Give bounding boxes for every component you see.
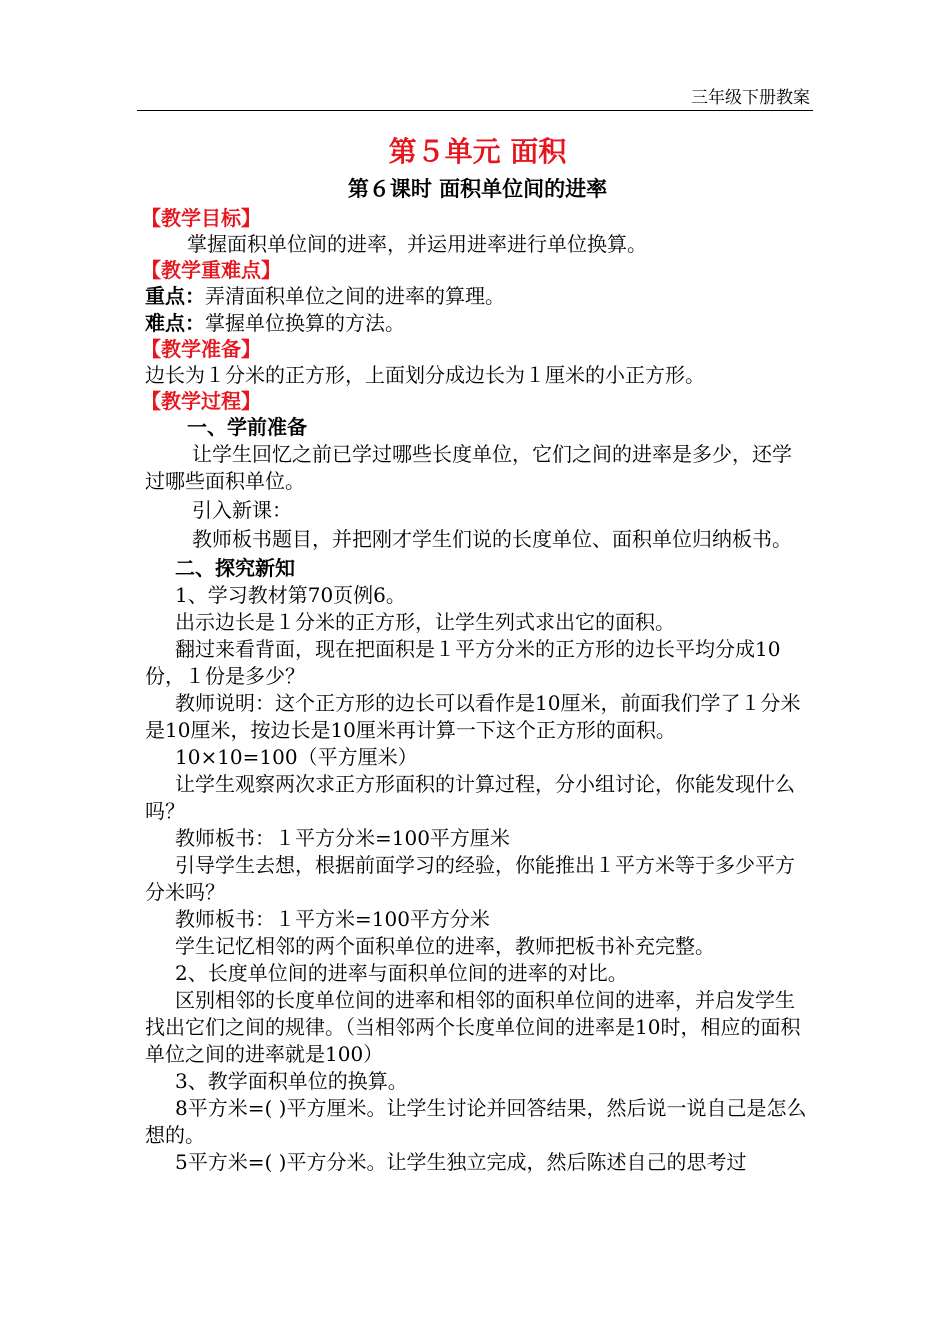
key-point (145, 283, 810, 310)
part2-paragraph: 2、长度单位间的进率与面积单位间的进率的对比。 (175, 961, 628, 985)
page-header: 三年级下册教案 (691, 88, 810, 108)
part2-exercise: 5平方米=( )平方分米。让学生独立完成，然后陈述自己的思考过 (175, 1150, 747, 1174)
prep-text: 边长为１分米的正方形，上面划分成边长为１厘米的小正方形。 (145, 363, 705, 387)
difficult-text: 掌握单位换算的方法。 (205, 311, 405, 335)
part2-paragraph: 区别相邻的长度单位间的进率和相邻的面积单位间的进率，并启发学生找出它们之间的规律。（当相邻两个长度单位间的进率是10时，相应的面积单位之间的进率就是100） (145, 988, 801, 1066)
unit-title: 第５单元 面积 (388, 135, 567, 168)
part2-paragraph: 3、教学面积单位的换算。 (175, 1069, 408, 1093)
difficult-label: 难点： (145, 311, 205, 335)
part1-board: 教师板书题目，并把刚才学生们说的长度单位、面积单位归纳板书。 (192, 527, 792, 551)
part2-paragraph: 1、学习教材第70页例6。 (175, 583, 406, 607)
part2-paragraph: 学生记忆相邻的两个面积单位的进率，教师把板书补充完整。 (175, 934, 715, 958)
part1-paragraph: 让学生回忆之前已学过哪些长度单位，它们之间的进率是多少，还学过哪些面积单位。 (145, 442, 792, 493)
key-text: 弄清面积单位之间的进率的算理。 (205, 284, 505, 308)
part1-heading: 一、学前准备 (187, 415, 307, 439)
key-label: 重点： (145, 284, 205, 308)
lesson-subtitle: 第６课时 面积单位间的进率 (347, 176, 608, 201)
difficult-point (145, 310, 810, 337)
section-key-difficult: 【教学重难点】 (141, 258, 281, 282)
part1-intro: 引入新课： (192, 498, 292, 522)
part2-paragraph: 翻过来看背面，现在把面积是１平方分米的正方形的边长平均分成10份，１份是多少？ (145, 637, 781, 688)
part2-formula: 10×10=100（平方厘米） (175, 745, 418, 769)
part2-paragraph: 让学生观察两次求正方形面积的计算过程，分小组讨论，你能发现什么吗？ (145, 772, 795, 823)
section-goal: 【教学目标】 (141, 206, 261, 230)
header-rule (137, 110, 813, 111)
part2-paragraph: 出示边长是１分米的正方形，让学生列式求出它的面积。 (175, 610, 675, 634)
part2-paragraph: 引导学生去想，根据前面学习的经验，你能推出１平方米等于多少平方分米吗？ (145, 853, 795, 904)
section-process: 【教学过程】 (141, 389, 261, 413)
part2-board: 教师板书：１平方分米=100平方厘米 (175, 826, 510, 850)
section-prep: 【教学准备】 (141, 337, 261, 361)
lesson-content (141, 130, 810, 1176)
part2-exercise: 8平方米=( )平方厘米。让学生讨论并回答结果，然后说一说自己是怎么想的。 (145, 1096, 807, 1147)
goal-text: 掌握面积单位间的进率，并运用进率进行单位换算。 (187, 232, 647, 256)
part2-board: 教师板书：１平方米=100平方分米 (175, 907, 490, 931)
part2-paragraph: 教师说明：这个正方形的边长可以看作是10厘米，前面我们学了１分米是10厘米，按边长是10厘米再计算一下这个正方形的面积。 (145, 691, 801, 742)
part2-heading: 二、探究新知 (175, 556, 295, 580)
